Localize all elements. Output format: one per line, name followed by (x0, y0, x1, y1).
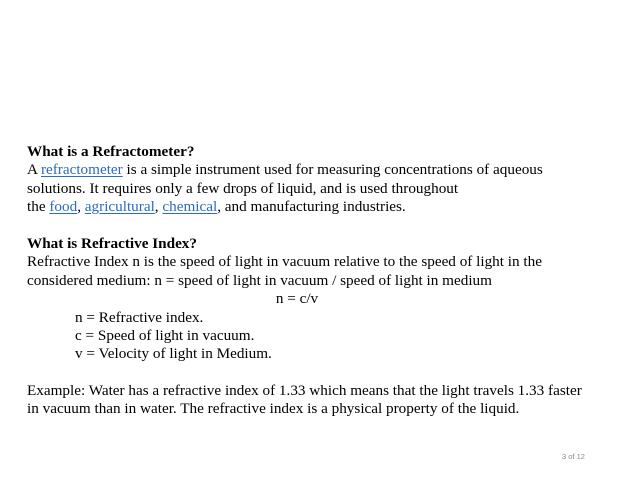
text-segment: , (77, 198, 85, 216)
text-segment: is a simple instrument used for measuring concentrations of aqueous (122, 161, 543, 179)
text-segment: , and manufacturing industries. (217, 198, 406, 216)
refractometer-paragraph-line-1 (27, 161, 627, 179)
refractometer-paragraph-line-3 (27, 198, 627, 216)
spacer (27, 217, 627, 235)
text-segment: A (27, 161, 41, 179)
page-indicator: 3 of 12 (562, 452, 585, 461)
example-line-2: in vacuum than in water. The refractive index is a physical property of the liquid. (27, 400, 520, 418)
refractive-index-paragraph-line-1: Refractive Index n is the speed of light in vacuum relative to the speed of light in the (27, 253, 542, 271)
refractometer-heading: What is a Refractometer? (27, 143, 195, 160)
agricultural-link[interactable]: agricultural (84, 198, 155, 216)
chemical-link[interactable]: chemical (162, 198, 218, 216)
slide-body (27, 143, 627, 419)
refractive-index-heading: What is Refractive Index? (27, 234, 197, 252)
formula: n = c/v (275, 290, 319, 308)
spacer (27, 364, 627, 382)
refractometer-paragraph-line-2: solutions. It requires only a few drops of liquid, and is used throughout (27, 179, 459, 197)
definition-n: n = Refractive index. (75, 308, 204, 326)
refractometer-link[interactable]: refractometer (40, 161, 123, 179)
example-line-1: Example: Water has a refractive index of 1.33 which means that the light travels 1.33 faster (27, 382, 582, 400)
refractive-index-paragraph-line-2: considered medium: n = speed of light in vacuum / speed of light in medium (27, 271, 492, 289)
definition-v: v = Velocity of light in Medium. (75, 345, 272, 363)
definition-c: c = Speed of light in vacuum. (75, 326, 255, 344)
food-link[interactable]: food (49, 198, 78, 216)
text-segment: , (154, 198, 163, 216)
text-segment: the (27, 198, 50, 216)
